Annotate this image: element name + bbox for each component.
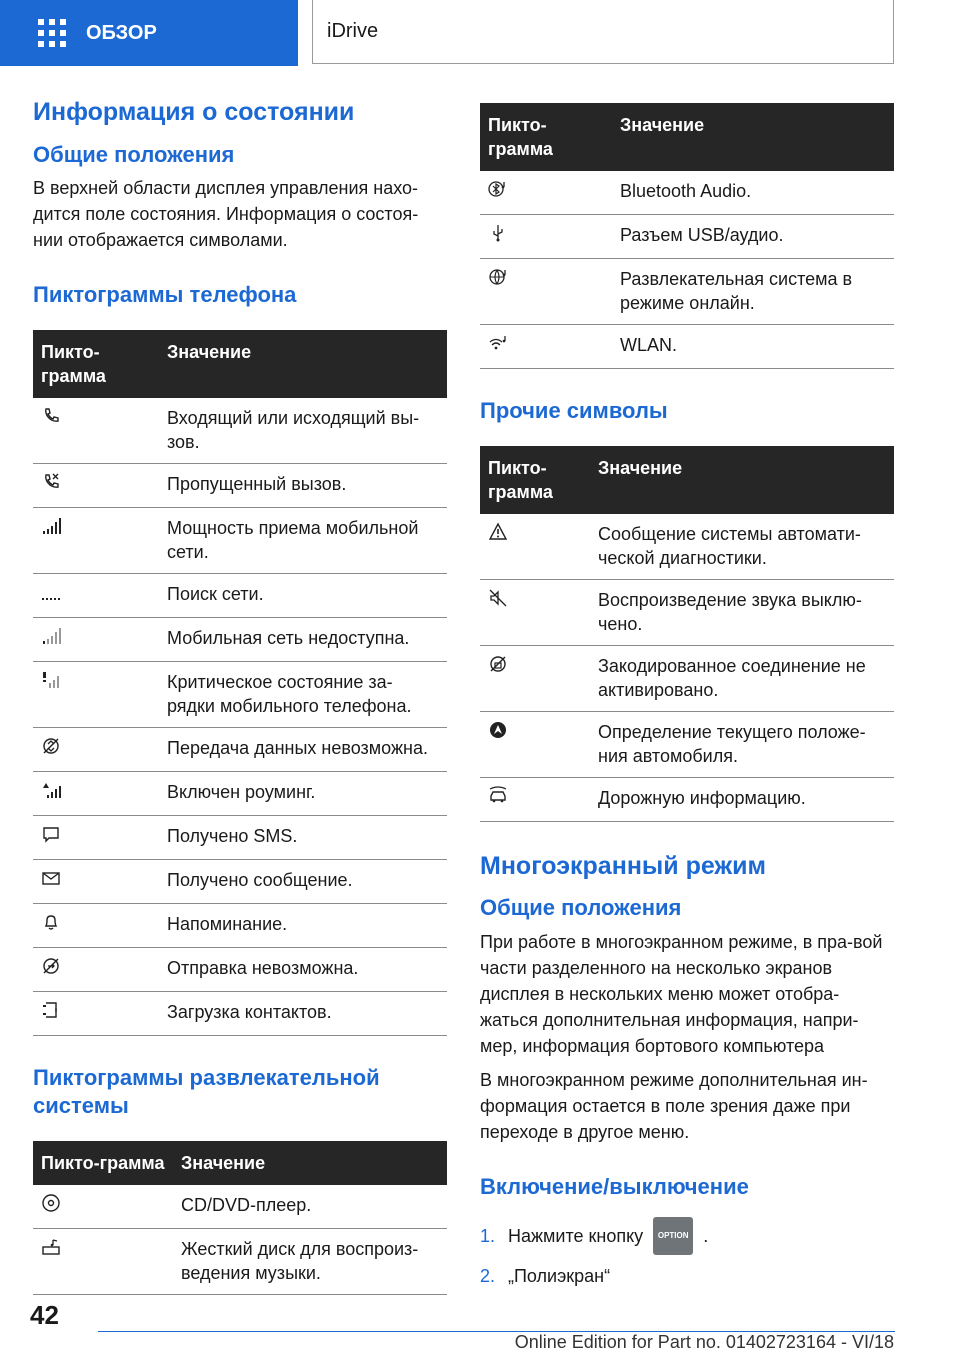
network-search-icon: [41, 582, 61, 602]
list-item: [480, 1217, 894, 1255]
icon-cell: [33, 815, 159, 859]
icon-cell: [33, 859, 159, 903]
multiscreen-text-1: При работе в многоэкранном режиме, в пра-вой части разделенного на несколько экранов дисплея в нескольких меню может отобра-жаться дополнительная информация, напри-мер, информация бортового компьютера: [480, 931, 883, 1056]
other-symbols-heading: Прочие символы: [480, 398, 668, 423]
meaning-cell: Включен роуминг.: [159, 771, 447, 815]
phone-icons-table: [33, 330, 447, 1036]
tab-idrive-label: iDrive: [327, 20, 379, 42]
no-data-icon: [41, 736, 61, 756]
traffic-info-icon: [488, 786, 508, 806]
low-battery-icon: [41, 670, 61, 690]
step-text: Нажмите кнопку: [508, 1226, 644, 1247]
meaning-cell: Определение текущего положе-ния автомобиля.: [590, 711, 894, 777]
icon-cell: [480, 711, 590, 777]
multiscreen-general-heading: Общие положения: [480, 895, 682, 921]
no-network-icon: [41, 626, 61, 646]
page-number: 42: [30, 1300, 59, 1330]
table-row: [33, 661, 447, 727]
icon-cell: [33, 398, 159, 464]
right-column: [480, 103, 894, 1297]
icon-cell: [480, 259, 612, 325]
online-entertainment-icon: [488, 267, 508, 287]
meaning-cell: Мобильная сеть недоступна.: [159, 617, 447, 661]
table-row: [480, 259, 894, 325]
tab-idrive[interactable]: [312, 0, 894, 64]
meaning-cell: Воспроизведение звука выклю-чено.: [590, 579, 894, 645]
meaning-cell: Закодированное соединение не активировано.: [590, 645, 894, 711]
option-button-label: OPTION: [657, 1231, 689, 1241]
icon-cell: [33, 1228, 173, 1294]
step-text-after: .: [703, 1226, 709, 1247]
meaning-cell: Напоминание.: [159, 903, 447, 947]
icon-cell: [480, 579, 590, 645]
multiscreen-title: Многоэкранный режим: [480, 851, 767, 880]
step-number: 2.: [480, 1266, 496, 1287]
meaning-cell: CD/DVD-плеер.: [173, 1185, 447, 1229]
step-number: 1.: [480, 1226, 496, 1247]
page-title: Информация о состоянии: [33, 98, 355, 126]
icon-cell: [480, 215, 612, 259]
table-row: [480, 215, 894, 259]
disc-icon: [41, 1193, 61, 1213]
table-row: [480, 325, 894, 369]
entertainment-icons-table: [33, 1141, 447, 1295]
meaning-cell: Дорожную информацию.: [590, 777, 894, 821]
entertainment-heading: Пиктограммы развлекательной системы: [33, 1064, 380, 1119]
icon-cell: [33, 727, 159, 771]
footer-edition: Online Edition for Part no. 01402723164 - VI/18: [514, 1332, 894, 1352]
table-row: [33, 903, 447, 947]
table-header-icon: Пикто-грамма: [33, 330, 159, 398]
encrypted-off-icon: [488, 654, 508, 674]
meaning-cell: Жесткий диск для воспроиз-ведения музыки.: [173, 1228, 447, 1294]
table-row: [33, 1185, 447, 1229]
tab-overview[interactable]: [0, 0, 298, 66]
phone-call-icon: [41, 406, 61, 426]
meaning-cell: Сообщение системы автомати-ческой диагностики.: [590, 514, 894, 580]
meaning-cell: Пропущенный вызов.: [159, 463, 447, 507]
top-bar: [0, 0, 960, 66]
icon-cell: [480, 171, 612, 215]
toggle-heading: Включение/выключение: [480, 1173, 749, 1199]
table-row: [33, 947, 447, 991]
other-symbols-table: [480, 446, 894, 822]
bell-icon: [41, 912, 61, 932]
general-text: В верхней области дисплея управления нахо-дится поле состояния. Информация о состоя-нии отображается символами.: [33, 178, 419, 251]
meaning-cell: Получено сообщение.: [159, 859, 447, 903]
table-header-meaning: Значение: [159, 330, 447, 398]
table-header-meaning: Значение: [612, 103, 894, 171]
grid-icon: [38, 19, 66, 47]
warning-icon: [488, 522, 508, 542]
general-heading: Общие положения: [33, 141, 235, 167]
meaning-cell: Bluetooth Audio.: [612, 171, 894, 215]
meaning-cell: Поиск сети.: [159, 573, 447, 617]
roaming-icon: [41, 780, 61, 800]
bluetooth-audio-icon: [488, 179, 508, 199]
icon-cell: [33, 617, 159, 661]
icon-cell: [33, 947, 159, 991]
table-row: [33, 859, 447, 903]
steps-list: [480, 1217, 894, 1289]
table-header-meaning: Значение: [590, 446, 894, 514]
table-row: [33, 398, 447, 464]
icon-cell: [33, 463, 159, 507]
meaning-cell: Критическое состояние за-рядки мобильного телефона.: [159, 661, 447, 727]
meaning-cell: Мощность приема мобильной сети.: [159, 507, 447, 573]
icon-cell: [480, 514, 590, 580]
table-row: [33, 991, 447, 1035]
table-header-icon: Пикто-грамма: [480, 103, 612, 171]
table-row: [480, 579, 894, 645]
table-row: [480, 777, 894, 821]
meaning-cell: Развлекательная система в режиме онлайн.: [612, 259, 894, 325]
usb-icon: [488, 223, 508, 243]
entertainment-icons-table-continued: [480, 103, 894, 369]
table-header-meaning: Значение: [173, 1141, 447, 1185]
option-button[interactable]: [653, 1217, 693, 1255]
icon-cell: [33, 573, 159, 617]
tab-overview-label: ОБЗОР: [86, 21, 157, 44]
hard-disk-icon: [41, 1237, 61, 1257]
mute-icon: [488, 588, 508, 608]
icon-cell: [33, 507, 159, 573]
table-row: [33, 1228, 447, 1294]
meaning-cell: Разъем USB/аудио.: [612, 215, 894, 259]
missed-call-icon: [41, 472, 61, 492]
icon-cell: [33, 771, 159, 815]
table-row: [480, 171, 894, 215]
table-row: [33, 771, 447, 815]
meaning-cell: Загрузка контактов.: [159, 991, 447, 1035]
meaning-cell: Отправка невозможна.: [159, 947, 447, 991]
icon-cell: [480, 645, 590, 711]
table-row: [480, 711, 894, 777]
table-row: [33, 815, 447, 859]
multiscreen-text-2: В многоэкранном режиме дополнительная ин-формация остается в поле зрения даже при переходе в другое меню.: [480, 1069, 868, 1142]
table-row: [33, 573, 447, 617]
sms-icon: [41, 824, 61, 844]
signal-strength-icon: [41, 516, 61, 536]
meaning-cell: Передача данных невозможна.: [159, 727, 447, 771]
table-row: [33, 727, 447, 771]
envelope-icon: [41, 868, 61, 888]
contacts-download-icon: [41, 1000, 61, 1020]
wlan-icon: [488, 333, 508, 353]
meaning-cell: WLAN.: [612, 325, 894, 369]
list-item: [480, 1263, 894, 1289]
meaning-cell: Входящий или исходящий вы-зов.: [159, 398, 447, 464]
send-blocked-icon: [41, 956, 61, 976]
phone-heading: Пиктограммы телефона: [33, 282, 297, 308]
table-header-icon: Пикто-грамма: [480, 446, 590, 514]
icon-cell: [33, 1185, 173, 1229]
table-row: [480, 514, 894, 580]
icon-cell: [480, 325, 612, 369]
location-icon: [488, 720, 508, 740]
table-row: [480, 645, 894, 711]
step-text: „Полиэкран“: [508, 1266, 611, 1287]
table-row: [33, 617, 447, 661]
table-row: [33, 463, 447, 507]
meaning-cell: Получено SMS.: [159, 815, 447, 859]
icon-cell: [480, 777, 590, 821]
icon-cell: [33, 661, 159, 727]
table-row: [33, 507, 447, 573]
icon-cell: [33, 903, 159, 947]
left-column: [33, 96, 447, 1295]
icon-cell: [33, 991, 159, 1035]
table-header-icon: Пикто-грамма: [33, 1141, 173, 1185]
